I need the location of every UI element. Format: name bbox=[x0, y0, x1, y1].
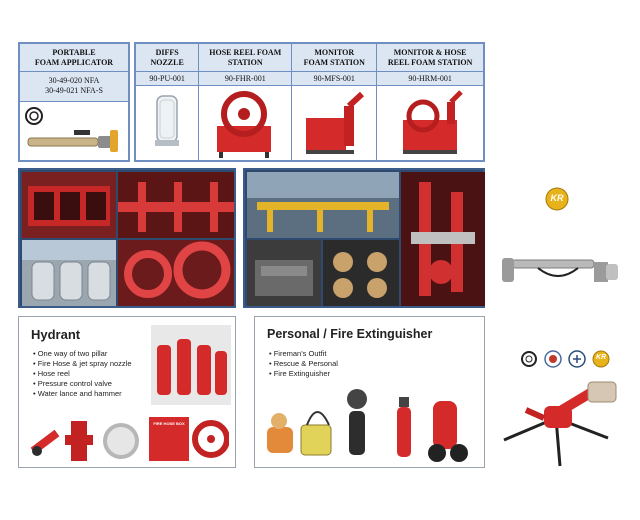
monitor-foam-station-image bbox=[292, 86, 376, 160]
hydrant-bullet: • One way of two pillar bbox=[33, 349, 151, 359]
extinguisher-title: Personal / Fire Extinguisher bbox=[267, 327, 433, 341]
hydrant-valve-icon bbox=[65, 421, 93, 461]
hose-roll-icon bbox=[105, 425, 137, 457]
product-title-line1: DIFFS bbox=[155, 47, 179, 57]
extinguisher-bullet: • Rescue & Personal bbox=[269, 359, 379, 369]
hose-reel-station-image bbox=[199, 86, 291, 160]
applicator-title-line1: PORTABLE bbox=[52, 47, 96, 57]
portable-monitor-icon bbox=[496, 378, 624, 470]
hydrant-title: Hydrant bbox=[31, 327, 81, 342]
product-title-line2: FOAM STATION bbox=[303, 57, 365, 67]
portable-foam-applicator-card bbox=[18, 42, 130, 162]
product-title-line2: NOZZLE bbox=[150, 57, 184, 67]
product-title-line2: REEL FOAM STATION bbox=[387, 57, 473, 67]
diffs-nozzle-icon bbox=[136, 86, 198, 160]
extinguisher-bullet: • Fireman's Outfit bbox=[269, 349, 379, 359]
portable-foam-nozzle-image bbox=[498, 250, 624, 298]
hydrant-bullet: • Water lance and hammer bbox=[33, 389, 151, 399]
kr-small-badge-label: KR bbox=[595, 354, 607, 361]
applicator-codes bbox=[20, 72, 128, 102]
hydrant-bullet-list bbox=[33, 349, 151, 399]
product-title bbox=[199, 44, 291, 72]
extinguisher-card bbox=[254, 316, 485, 468]
extinguisher-bullet-list bbox=[269, 349, 379, 379]
photo-engine-room bbox=[247, 240, 321, 306]
hose-reel-icon bbox=[195, 423, 227, 455]
product-title bbox=[377, 44, 483, 72]
product-hose-reel-foam-station bbox=[199, 44, 292, 160]
product-title-line1: MONITOR bbox=[314, 47, 355, 57]
monitor-foam-station-icon bbox=[292, 86, 376, 160]
hydrant-card bbox=[18, 316, 236, 468]
diffs-nozzle-image bbox=[136, 86, 198, 160]
breathing-apparatus-icon bbox=[347, 389, 367, 455]
cert-seal-icon bbox=[520, 350, 538, 368]
foam-equipment-photo-collage bbox=[18, 168, 236, 308]
rescue-bag-icon bbox=[301, 412, 331, 455]
foam-nozzle-icon bbox=[498, 250, 624, 298]
product-diffs-nozzle bbox=[136, 44, 199, 160]
fireman-outfit-icon bbox=[267, 413, 293, 453]
hydrant-accessories-photo bbox=[27, 411, 229, 465]
photo-foam-tanks bbox=[22, 240, 116, 306]
coast-guard-seal-icon bbox=[544, 350, 562, 368]
kr-small-badge bbox=[592, 350, 610, 368]
applicator-code-2: 30-49-021 NFA-S bbox=[45, 86, 103, 95]
wheeled-extinguisher-icon bbox=[428, 401, 468, 462]
applicator-title bbox=[20, 44, 128, 72]
monitor-hose-reel-station-icon bbox=[377, 86, 482, 160]
installation-photo-collage bbox=[243, 168, 485, 308]
product-title-line1: HOSE REEL FOAM bbox=[209, 47, 282, 57]
uscg-seal-icon bbox=[568, 350, 586, 368]
product-title-line1: MONITOR & HOSE bbox=[393, 47, 467, 57]
photo-monitor-pipework bbox=[401, 172, 485, 306]
product-title bbox=[292, 44, 376, 72]
photo-foam-skid bbox=[22, 172, 116, 238]
certification-badges bbox=[520, 350, 610, 368]
foam-applicator-icon bbox=[28, 130, 118, 152]
hydrant-bullet: • Pressure control valve bbox=[33, 379, 151, 389]
product-title bbox=[136, 44, 198, 72]
hydrant-pillars-photo bbox=[151, 325, 231, 405]
applicator-image bbox=[20, 102, 128, 160]
product-code: 90-HRM-001 bbox=[377, 72, 483, 86]
photo-deck-installation bbox=[247, 172, 399, 238]
product-code: 90-PU-001 bbox=[136, 72, 198, 86]
fire-hose-box-label: FIRE HOSE BOX bbox=[153, 421, 185, 426]
photo-foam-manifold bbox=[118, 172, 234, 238]
product-code: 90-FHR-001 bbox=[199, 72, 291, 86]
approval-seal-icon bbox=[26, 108, 42, 124]
portable-monitor-image bbox=[496, 378, 624, 470]
product-title-line2: STATION bbox=[227, 57, 263, 67]
hydrant-bullet: • Hose reel bbox=[33, 369, 151, 379]
product-monitor-foam-station bbox=[292, 44, 377, 160]
photo-hose-reels bbox=[118, 240, 234, 306]
monitor-hose-reel-station-image bbox=[377, 86, 483, 160]
hydrant-pillar-icon bbox=[151, 325, 231, 405]
product-monitor-hose-reel-foam-station bbox=[377, 44, 483, 160]
photo-valve-assembly bbox=[323, 240, 399, 306]
kr-badge-top bbox=[544, 186, 570, 212]
product-code: 90-MFS-001 bbox=[292, 72, 376, 86]
extinguisher-bullet: • Fire Extinguisher bbox=[269, 369, 379, 379]
foam-products-table bbox=[134, 42, 485, 162]
hydrant-bullet: • Fire Hose & jet spray nozzle bbox=[33, 359, 151, 369]
jet-spray-nozzle-icon bbox=[32, 433, 57, 456]
applicator-title-line2: FOAM APPLICATOR bbox=[34, 57, 114, 67]
extinguisher-equipment-photo bbox=[261, 381, 481, 465]
kr-badge-label: KR bbox=[550, 193, 564, 203]
fire-extinguisher-icon bbox=[397, 397, 411, 457]
hose-reel-station-icon bbox=[199, 86, 291, 160]
applicator-code-1: 30-49-020 NFA bbox=[48, 76, 100, 85]
